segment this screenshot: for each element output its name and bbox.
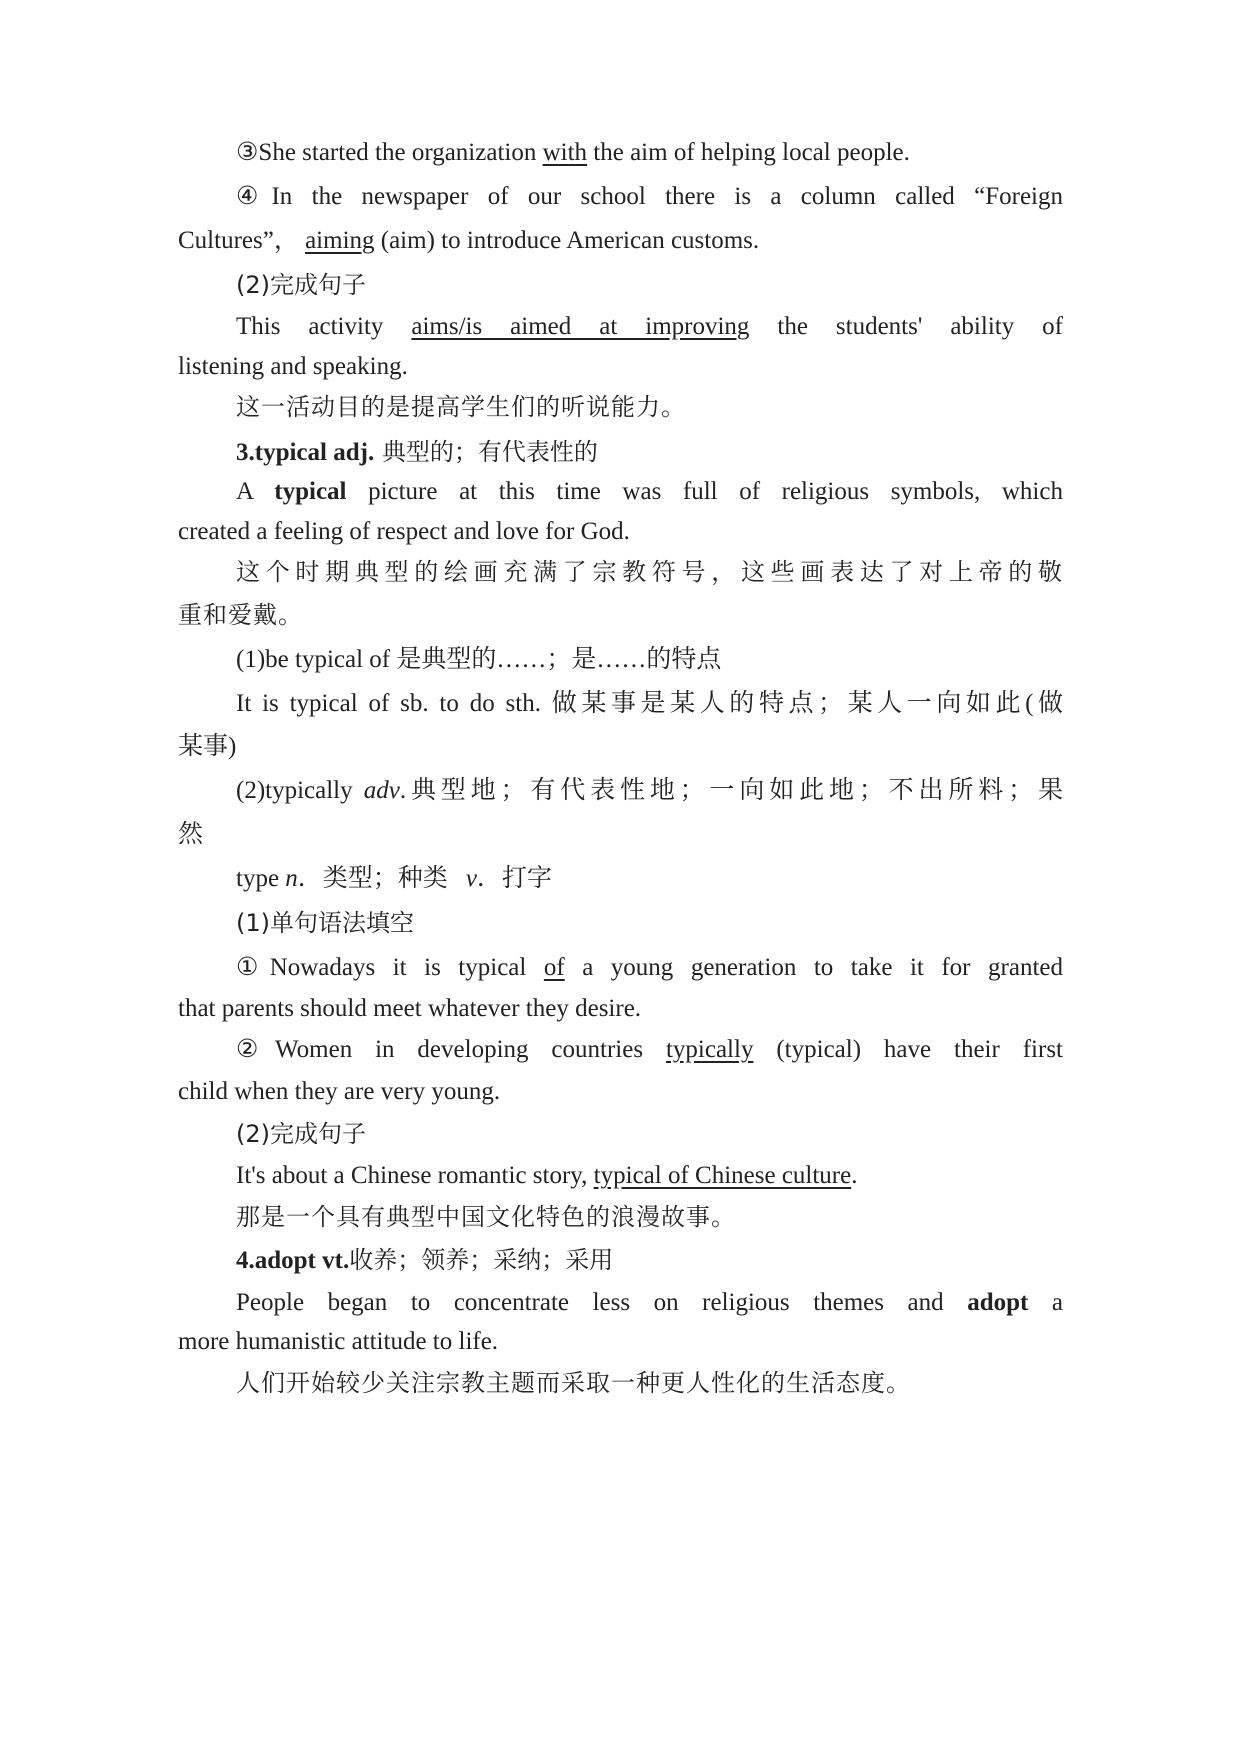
chinese-translation: 这个时期典型的绘画充满了宗教符号，这些画表达了对上帝的敬 (236, 558, 1063, 586)
exercise-item-2-continued: child when they are very young. (178, 1078, 501, 1105)
exercise-item-1: ①Nowadays it is typical of a young generation to take it for granted (236, 954, 1063, 981)
sentence-completion: This activity aims/is aimed at improving the students' ability of (236, 313, 1064, 340)
derivative-note: (2)typically adv.典型地；有代表性地；一向如此地；不出所料；果 (236, 777, 1063, 804)
exercise-item-4-continued: Cultures”， aiming (aim) to introduce American customs. (178, 227, 760, 254)
answer-blank: typically (665, 1036, 754, 1063)
section-heading: (1)单句语法填空 (236, 909, 414, 937)
answer-blank: of (543, 954, 565, 981)
usage-note-continued: 某事) (178, 733, 237, 760)
answer-blank: aiming (305, 227, 375, 254)
answer-blank: aims/is aimed at improving (411, 313, 750, 340)
example-sentence-continued: created a feeling of respect and love for God. (178, 518, 630, 545)
chinese-translation: 那是一个具有典型中国文化特色的浪漫故事。 (236, 1203, 736, 1231)
section-heading: (2)完成句子 (236, 271, 366, 299)
usage-note: (1)be typical of 是典型的……；是……的特点 (236, 646, 722, 673)
vocab-heading-adopt: 4.adopt vt.收养；领养；采纳；采用 (236, 1246, 614, 1274)
chinese-translation-continued: 重和爱戴。 (178, 601, 303, 629)
answer-blank: with (542, 139, 588, 166)
vocab-heading-typical: 3.typical adj. 典型的；有代表性的 (236, 438, 598, 466)
exercise-item-3: ③She started the organization with the aim of helping local people. (236, 139, 910, 166)
chinese-translation: 人们开始较少关注宗教主题而采取一种更人性化的生活态度。 (236, 1369, 911, 1397)
usage-note: It is typical of sb. to do sth. 做某事是某人的特点；某人一向如此(做 (236, 690, 1063, 717)
answer-blank: typical of Chinese culture (593, 1162, 852, 1189)
example-sentence: A typical picture at this time was full of religious symbols, which (236, 478, 1063, 505)
exercise-item-2: ②Women in developing countries typically (typical) have their first (236, 1036, 1063, 1063)
derivative-note-continued: 然 (178, 821, 204, 848)
example-sentence-continued: more humanistic attitude to life. (178, 1328, 499, 1355)
derivative-note: type n．类型；种类 v．打字 (236, 865, 552, 892)
sentence-completion-continued: listening and speaking. (178, 353, 408, 380)
example-sentence: People began to concentrate less on religious themes and adopt a (236, 1289, 1063, 1316)
chinese-translation: 这一活动目的是提高学生们的听说能力。 (236, 393, 686, 421)
exercise-item-1-continued: that parents should meet whatever they desire. (178, 995, 642, 1022)
exercise-item-4: ④In the newspaper of our school there is a column called “Foreign (236, 183, 1063, 210)
sentence-completion: It's about a Chinese romantic story, typical of Chinese culture. (236, 1162, 858, 1189)
section-heading: (2)完成句子 (236, 1120, 366, 1148)
